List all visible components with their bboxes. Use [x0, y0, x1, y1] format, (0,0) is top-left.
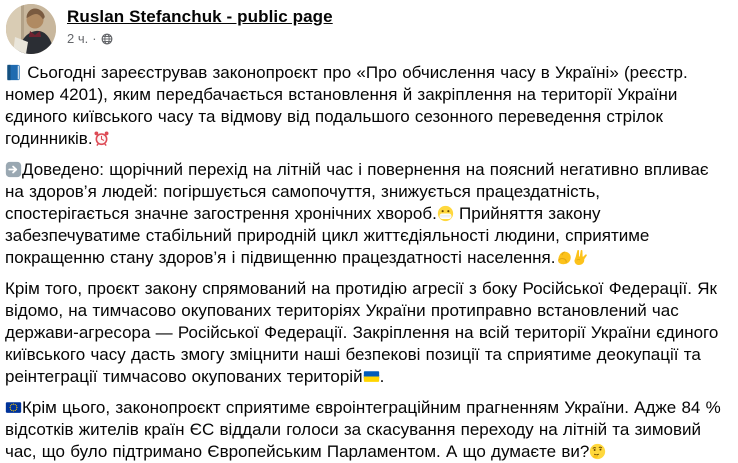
- author-link[interactable]: Ruslan Stefanchuk - public page: [67, 7, 333, 26]
- flexed-biceps-emoji: [555, 249, 572, 266]
- right-arrow-emoji: [5, 161, 22, 178]
- post-meta[interactable]: [67, 31, 333, 46]
- timestamp[interactable]: 2 ч.: [67, 31, 89, 46]
- post-paragraph: Крім цього, законопроєкт сприятиме євроінтеграційним прагненням України. Адже 84 % відсотків жителів країн ЄС віддали голоси за скасування переходу на літній та зимовий час, що було підтримано Європейським Парламентом. А що думаєте ви?: [5, 398, 721, 461]
- ukraine-flag-emoji: [363, 368, 380, 385]
- header-info: [67, 4, 333, 46]
- post-paragraph: Сьогодні зареєстрував законопроєкт про «Про обчислення часу в Україні» (реєстр. номер 4201), яким передбачається встановлення й закріплення на території України єдиного київського часу та відмову від подальшого сезонного переведення стрілок годинників.: [5, 63, 688, 148]
- meta-separator: ·: [92, 31, 97, 46]
- eu-flag-emoji: [5, 399, 22, 416]
- victory-hand-emoji: [572, 249, 589, 266]
- avatar[interactable]: [6, 4, 56, 54]
- post-paragraph: Доведено: щорічний перехід на літній час і повернення на поясний негативно впливає на здоров’я людей: погіршується самопочуття, знижується працездатність, спостерігається значне загострення хронічних хвороб. Прийняття закону забезпечуватиме стабільний природній цикл життєдіяльності людини, сприятиме покращенню стану здоров’я і підвищенню працездатності населення.: [5, 160, 709, 267]
- post-text: [0, 54, 738, 463]
- globe-icon: [101, 33, 113, 45]
- post-header: [0, 0, 738, 54]
- medical-mask-face-emoji: [437, 205, 454, 222]
- blue-book-emoji: [5, 64, 22, 81]
- post-paragraph: Крім того, проєкт закону спрямований на протидію агресії з боку Російської Федерації. Як відомо, на тимчасово окупованих територіях України протиправно встановлений час держави-агресора — Російської Федерації. Закріплення на всій території України єдиного київського часу дасть змогу зміцнити наші безпекові позиції та сприятиме деокупації та реінтеграції тимчасово окупованих територій .: [5, 279, 719, 386]
- avatar-photo: [6, 4, 56, 54]
- thinking-face-emoji: [589, 443, 606, 460]
- alarm-clock-emoji: [93, 130, 110, 147]
